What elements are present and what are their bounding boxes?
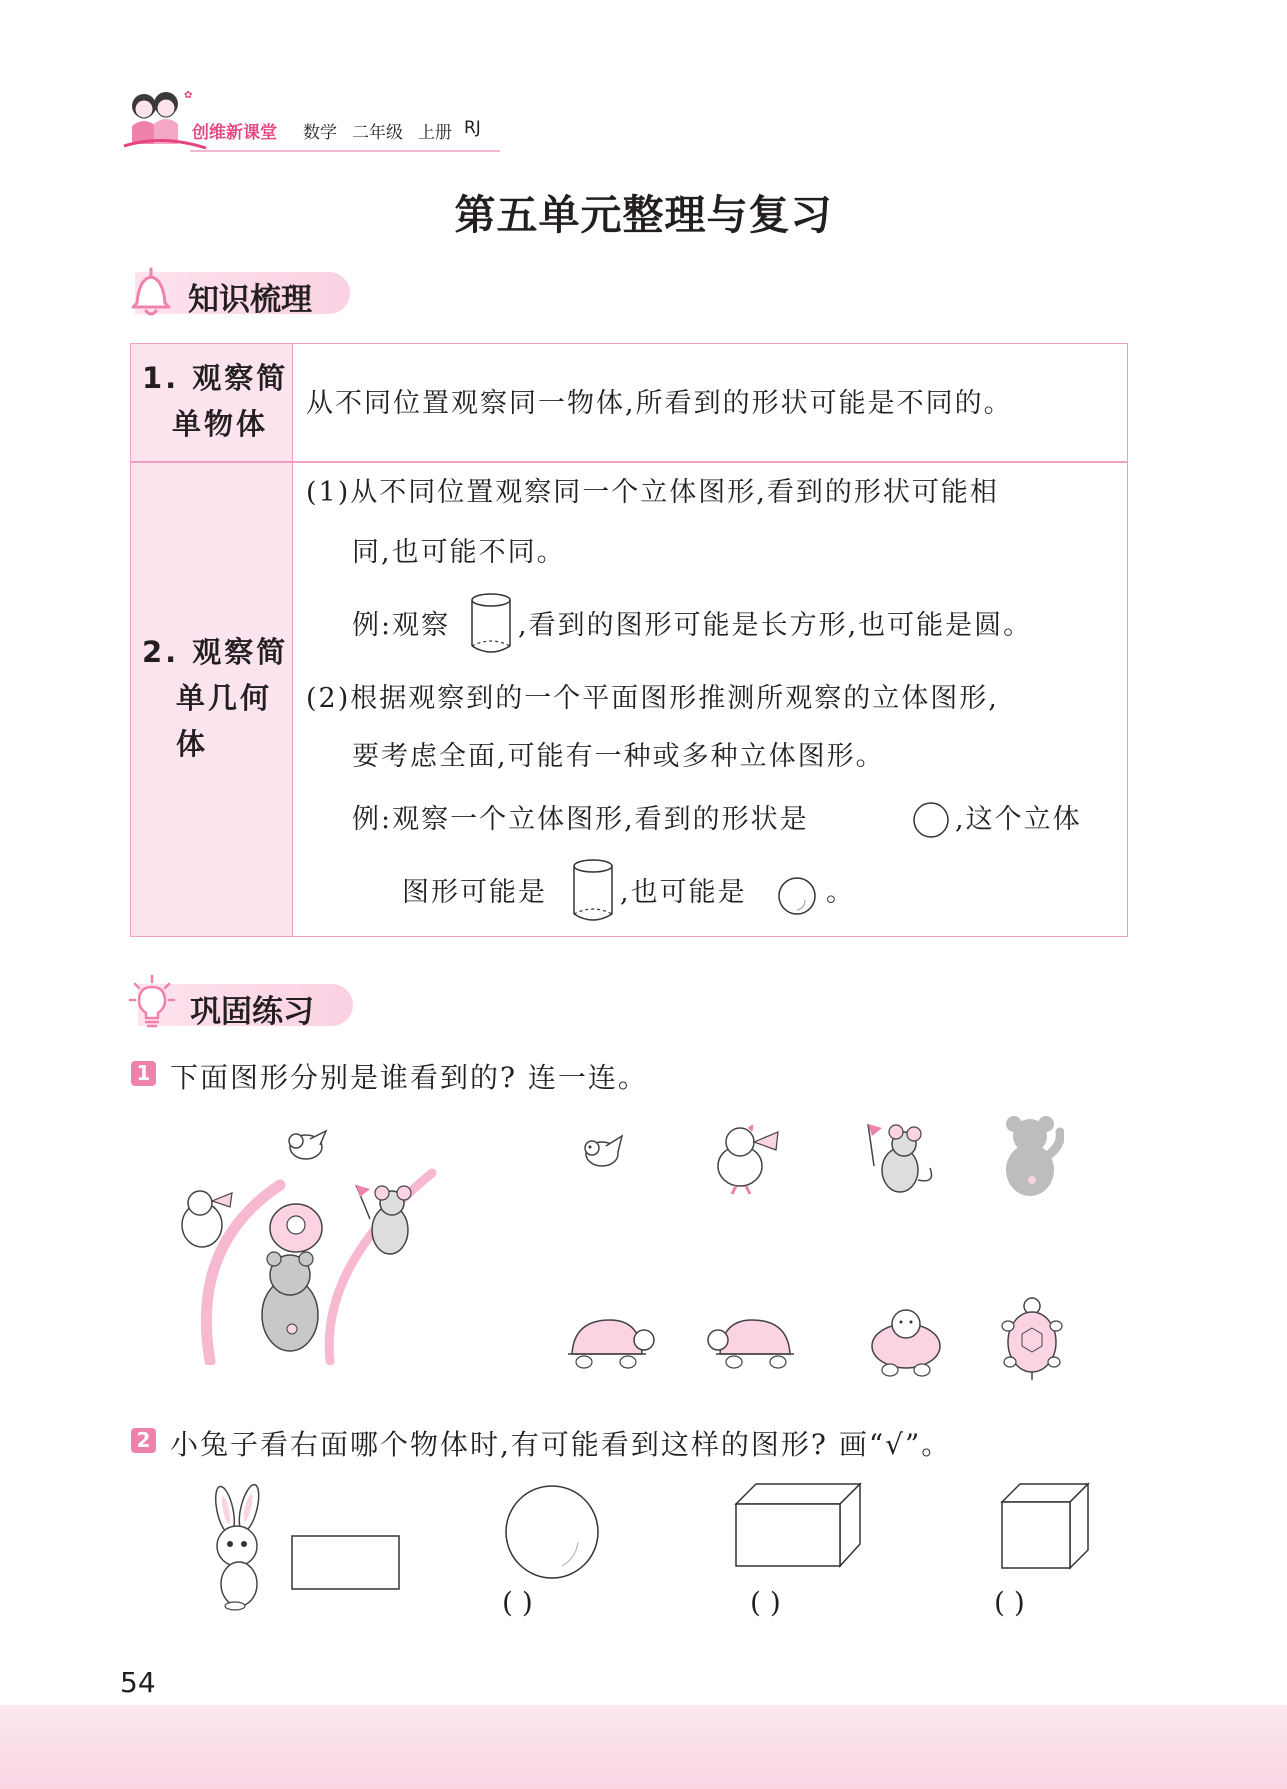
table-row-divider [130,461,1128,463]
row2-point1-line1: (1)从不同位置观察同一个立体图形,看到的形状可能相 [306,477,999,508]
question-2-badge: 2 [131,1428,156,1453]
cylinder-icon [469,592,513,654]
header-divider [190,150,500,152]
row2-heading-line2: 单几何 [176,681,273,715]
turtle-top-icon [1000,1296,1064,1382]
mouse-icon [860,1118,942,1198]
turtle-front-icon [866,1300,946,1380]
cube-option-icon [1000,1482,1090,1570]
bear-back-icon [1002,1114,1064,1198]
knowledge-heading: 知识梳理 [188,282,312,318]
row1-heading-line1: 1. 观察简 [142,361,289,395]
bird-icon [578,1128,628,1172]
rabbit-icon [205,1484,275,1612]
example1-suffix: ,看到的图形可能是长方形,也可能是圆。 [518,610,1033,641]
lightbulb-icon [127,974,177,1030]
example2-line2-end: 。 [826,877,855,908]
bell-icon [127,265,175,317]
rectangle-shape [290,1534,402,1592]
cube-answer-blank[interactable]: ( ) [994,1586,1025,1619]
question-1-badge: 1 [131,1061,156,1086]
header-edition: RJ [464,118,481,138]
row2-point2-line2: 要考虑全面,可能有一种或多种立体图形。 [352,741,885,772]
row2-heading-line3: 体 [176,727,209,761]
page-number: 54 [120,1666,156,1699]
svg-text:✿: ✿ [184,90,193,101]
row1-heading-line2: 单物体 [172,407,269,441]
brand-name: 创维新课堂 [192,123,277,143]
row2-point1-line2: 同,也可能不同。 [352,537,566,568]
chick-icon [708,1118,796,1196]
example2-line2-mid: ,也可能是 [620,877,747,908]
footer-band [0,1705,1287,1789]
row2-heading-line1: 2. 观察简 [142,635,289,669]
header-grade: 二年级 [352,123,403,143]
header-subject: 数学 [303,123,337,143]
practice-heading: 巩固练习 [190,994,314,1030]
animal-scene-illustration [170,1125,440,1365]
cuboid-answer-blank[interactable]: ( ) [750,1586,781,1619]
example1-prefix: 例:观察 [352,610,451,641]
turtle-side-left-icon [560,1310,656,1374]
row1-text: 从不同位置观察同一物体,所看到的形状可能是不同的。 [306,388,1013,419]
header-book: 上册 [418,123,452,143]
question-1-text: 下面图形分别是谁看到的? 连一连。 [170,1061,648,1094]
bird-icon [289,1131,326,1159]
question-2-text: 小兔子看右面哪个物体时,有可能看到这样的图形? 画“√”。 [170,1428,952,1461]
page-title: 第五单元整理与复习 [454,191,833,239]
example2-suffix: ,这个立体 [955,804,1082,835]
turtle-side-right-icon [706,1310,802,1374]
example2-prefix: 例:观察一个立体图形,看到的形状是 [352,804,809,835]
sphere-option-icon [502,1482,602,1582]
sphere-icon [775,874,819,918]
example2-line2-prefix: 图形可能是 [402,877,547,908]
sphere-answer-blank[interactable]: ( ) [502,1586,533,1619]
row2-point2-line1: (2)根据观察到的一个平面图形推测所观察的立体图形, [306,683,999,714]
cylinder-icon [571,858,615,922]
circle-icon [910,799,952,841]
cuboid-option-icon [734,1482,862,1568]
